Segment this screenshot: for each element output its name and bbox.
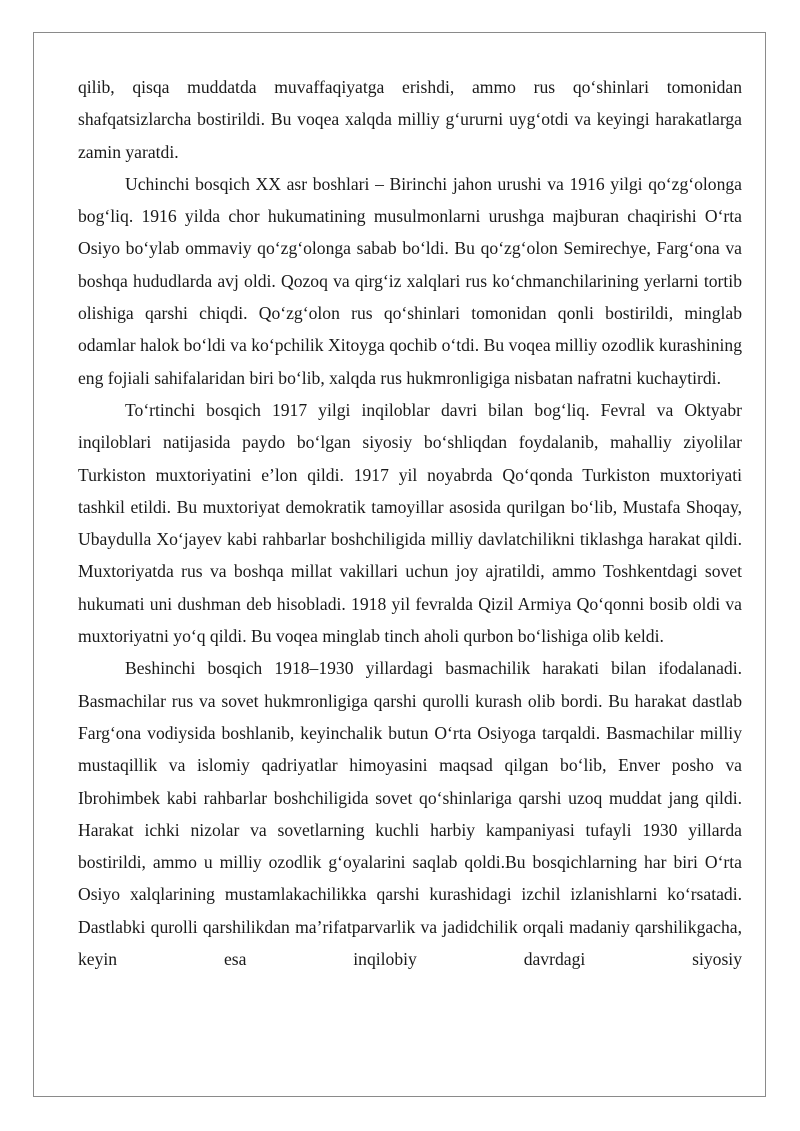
paragraph-1: qilib, qisqa muddatda muvaffaqiyatga erishdi, ammo rus qo‘shinlari tomonidan shafqatsizlarcha bostirildi. Bu voqea xalqda milliy g‘ururni uyg‘otdi va keyingi harakatlarga zamin yaratdi.	[78, 77, 742, 162]
paragraph-3: To‘rtinchi bosqich 1917 yilgi inqiloblar davri bilan bog‘liq. Fevral va Oktyabr inqiloblari natijasida paydo bo‘lgan siyosiy bo‘shliqdan foydalanib, mahalliy ziyolilar Turkiston muxtoriyatini e’lon qildi. 1917 yil noyabrda Qo‘qonda Turkiston muxtoriyati tashkil etildi. Bu muxtoriyat demokratik tamoyillar asosida qurilgan bo‘lib, Mustafa Shoqay, Ubaydulla Xo‘jayev kabi rahbarlar boshchiligida milliy davlatchilikni tiklashga harakat qildi. Muxtoriyatda rus va boshqa millat vakillari uchun joy ajratildi, ammo Toshkentdagi sovet hukumati uni dushman deb hisobladi. 1918 yil fevralda Qizil Armiya Qo‘qonni bosib oldi va muxtoriyatni yo‘q qildi. Bu voqea minglab tinch aholi qurbon bo‘lishiga olib keldi.	[78, 399, 742, 647]
paragraph-4: Beshinchi bosqich 1918–1930 yillardagi basmachilik harakati bilan ifodalanadi. Basmachilar rus va sovet hukmronligiga qarshi qurolli kurash olib bordi. Bu harakat dastlab Farg‘ona vodiysida boshlanib, keyinchalik butun O‘rta Osiyoga tarqaldi. Basmachilar milliy mustaqillik va islomiy qadriyatlar himoyasini maqsad qilgan bo‘lib, Enver posho va Ibrohimbek kabi rahbarlar boshchiligida sovet qo‘shinlariga qarshi uzoq muddat jang qildi. Harakat ichki nizolar va sovetlarning kuchli harbiy kampaniyasi tufayli 1930 yillarda bostirildi, ammo u milliy ozodlik g‘oyalarini saqlab qoldi.Bu bosqichlarning har biri O‘rta Osiyo xalqlarining mustamlakachilikka qarshi kurashidagi izchil izlanishlarni ko‘rsatadi. Dastlabki qurolli qarshilikdan ma’rifatparvarlik va jadidchilik orqali madaniy qarshilikgacha, keyin esa inqilobiy davrdagi siyosiy	[78, 658, 742, 970]
document-body	[78, 71, 742, 975]
paragraph-2: Uchinchi bosqich XX asr boshlari – Birinchi jahon urushi va 1916 yilgi qo‘zg‘olonga bog‘liq. 1916 yilda chor hukumatining musulmonlarni urushga majburan chaqirishi O‘rta Osiyo bo‘ylab ommaviy qo‘zg‘olonga sabab bo‘ldi. Bu qo‘zg‘olon Semirechye, Farg‘ona va boshqa hududlarda avj oldi. Qozoq va qirg‘iz xalqlari rus ko‘chmanchilarining yerlarni tortib olishiga qarshi chiqdi. Qo‘zg‘olon rus qo‘shinlari tomonidan qonli bostirildi, minglab odamlar halok bo‘ldi va ko‘pchilik Xitoyga qochib o‘tdi. Bu voqea milliy ozodlik kurashining eng fojiali sahifalaridan biri bo‘lib, xalqda rus hukmronligiga nisbatan nafratni kuchaytirdi.	[78, 173, 742, 388]
